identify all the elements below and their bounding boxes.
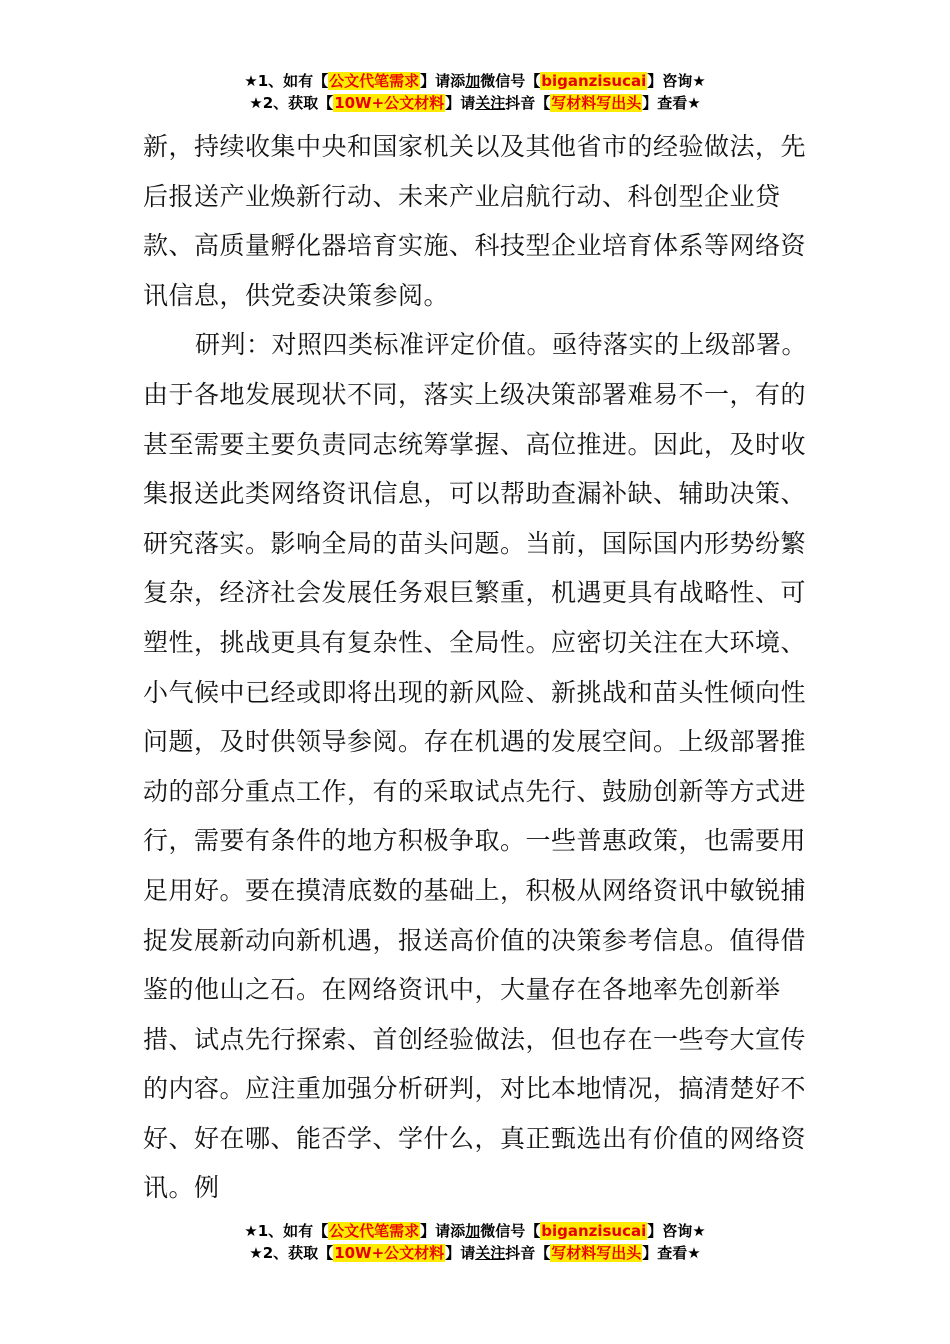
banner-text: ★2、获取【 bbox=[249, 94, 334, 112]
banner-wechat-id: biganzisucai bbox=[541, 1222, 647, 1240]
banner-line-2 bbox=[0, 1242, 950, 1264]
banner-text: 】请添 bbox=[420, 1222, 466, 1240]
banner-douyin-name: 写材料写出头 bbox=[551, 94, 642, 112]
banner-text: 】咨询★ bbox=[647, 72, 706, 90]
banner-underlined-text: 关注 bbox=[475, 1244, 506, 1262]
bottom-banner bbox=[0, 1220, 950, 1264]
banner-text: ★2、获取【 bbox=[249, 1244, 334, 1262]
body-paragraph-1: 新，持续收集中央和国家机关以及其他省市的经验做法，先后报送产业焕新行动、未来产业启航行动、科创型企业贷款、高质量孵化器培育实施、科技型企业培育体系等网络资讯信息，供党委决策参阅。 bbox=[143, 132, 807, 310]
banner-text: 微信号【 bbox=[480, 72, 541, 90]
banner-text: 】查看★ bbox=[642, 1244, 701, 1262]
banner-line-2 bbox=[0, 92, 950, 114]
banner-douyin-name: 写材料写出头 bbox=[551, 1244, 642, 1262]
banner-highlight: 公文代笔需求 bbox=[329, 1222, 420, 1240]
document-body bbox=[143, 122, 807, 1213]
banner-underlined-text: 加 bbox=[465, 1222, 481, 1240]
banner-text: 微信号【 bbox=[480, 1222, 541, 1240]
banner-highlight: 公文代笔需求 bbox=[329, 72, 420, 90]
banner-text: 】请 bbox=[445, 1244, 476, 1262]
banner-highlight: 10W+公文材料 bbox=[334, 94, 445, 112]
banner-highlight: 10W+公文材料 bbox=[334, 1244, 445, 1262]
banner-underlined-text: 关注 bbox=[475, 94, 506, 112]
banner-text: 】请 bbox=[445, 94, 476, 112]
banner-text: 】请添 bbox=[420, 72, 466, 90]
banner-wechat-id: biganzisucai bbox=[541, 72, 647, 90]
banner-text: 抖音【 bbox=[505, 1244, 551, 1262]
banner-text: ★1、如有【 bbox=[244, 72, 329, 90]
banner-text: 】查看★ bbox=[642, 94, 701, 112]
body-paragraph-2: 研判：对照四类标准评定价值。亟待落实的上级部署。由于各地发展现状不同，落实上级决策部署难易不一，有的甚至需要主要负责同志统筹掌握、高位推进。因此，及时收集报送此类网络资讯信息，可以帮助查漏补缺、辅助决策、研究落实。影响全局的苗头问题。当前，国际国内形势纷繁复杂，经济社会发展任务艰巨繁重，机遇更具有战略性、可塑性，挑战更具有复杂性、全局性。应密切关注在大环境、小气候中已经或即将出现的新风险、新挑战和苗头性倾向性问题，及时供领导参阅。存在机遇的发展空间。上级部署推动的部分重点工作，有的采取试点先行、鼓励创新等方式进行，需要有条件的地方积极争取。一些普惠政策，也需要用足用好。要在摸清底数的基础上，积极从网络资讯中敏锐捕捉发展新动向新机遇，报送高价值的决策参考信息。值得借鉴的他山之石。在网络资讯中，大量存在各地率先创新举措、试点先行探索、首创经验做法，但也存在一些夸大宣传的内容。应注重加强分析研判，对比本地情况，搞清楚好不好、好在哪、能否学、学什么，真正甄选出有价值的网络资讯。例 bbox=[143, 330, 808, 1203]
banner-line-1 bbox=[0, 70, 950, 92]
banner-line-1 bbox=[0, 1220, 950, 1242]
banner-text: 】咨询★ bbox=[647, 1222, 706, 1240]
banner-underlined-text: 加 bbox=[465, 72, 481, 90]
banner-text: ★1、如有【 bbox=[244, 1222, 329, 1240]
top-banner bbox=[0, 70, 950, 114]
banner-text: 抖音【 bbox=[505, 94, 551, 112]
